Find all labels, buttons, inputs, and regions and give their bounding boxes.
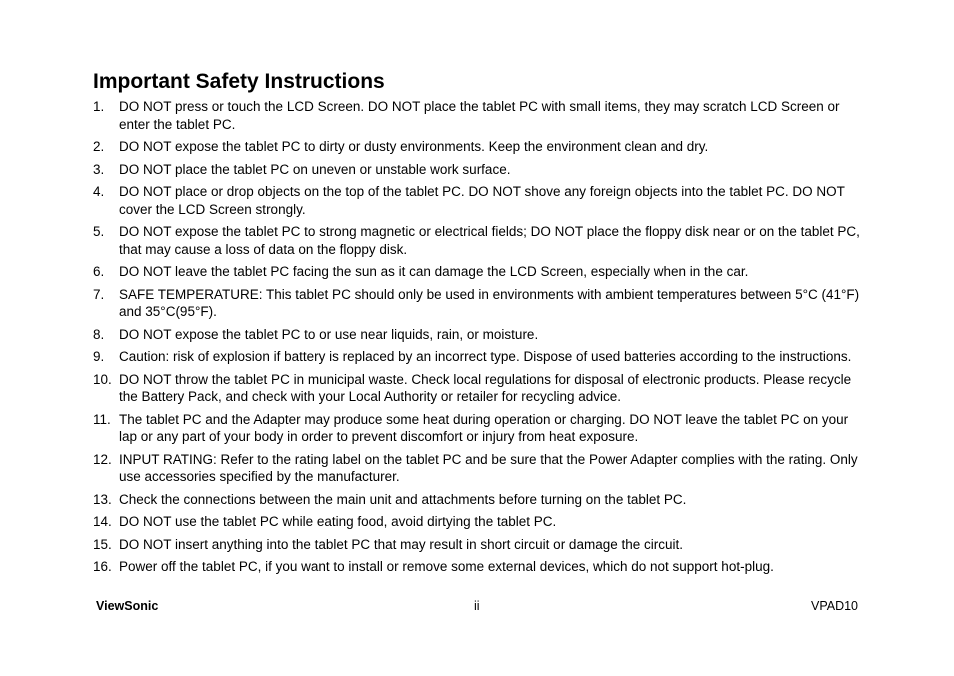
item-text: Caution: risk of explosion if battery is replaced by an incorrect type. Dispose of used batteries according to the instructions. bbox=[119, 349, 852, 364]
footer-brand: ViewSonic bbox=[96, 599, 159, 613]
list-item bbox=[93, 513, 865, 531]
item-text: DO NOT insert anything into the tablet PC that may result in short circuit or damage the circuit. bbox=[119, 536, 683, 552]
item-text: DO NOT throw the tablet PC in municipal waste. Check local regulations for disposal of electronic products. Please recycle the Battery Pack, and check with your Local Authority or retailer for recycling advice. bbox=[119, 371, 852, 404]
list-item bbox=[93, 451, 865, 486]
item-number: 1. bbox=[93, 99, 105, 114]
item-text: Check the connections between the main unit and attachments before turning on the tablet PC. bbox=[119, 491, 687, 507]
item-number: 16. bbox=[93, 559, 112, 574]
item-text: SAFE TEMPERATURE: This tablet PC should only be used in environments with ambient temperatures between 5°C (41°F) and 35°C(95°F). bbox=[119, 286, 860, 319]
list-item bbox=[93, 223, 865, 258]
list-item bbox=[93, 183, 865, 218]
item-number: 9. bbox=[93, 349, 105, 364]
list-item bbox=[93, 558, 865, 576]
item-number: 4. bbox=[93, 184, 105, 199]
list-item bbox=[93, 348, 865, 366]
item-text: DO NOT press or touch the LCD Screen. DO NOT place the tablet PC with small items, they may scratch LCD Screen or enter the tablet PC. bbox=[119, 99, 840, 132]
item-text: DO NOT leave the tablet PC facing the sun as it can damage the LCD Screen, especially when in the car. bbox=[119, 264, 749, 279]
item-text: INPUT RATING: Refer to the rating label on the tablet PC and be sure that the Power Adapter complies with the rating. Only use accessories specified by the manufacturer. bbox=[119, 451, 858, 484]
list-item bbox=[93, 138, 865, 156]
item-number: 3. bbox=[93, 161, 105, 177]
list-item bbox=[93, 536, 865, 554]
list-item bbox=[93, 98, 865, 133]
item-text: DO NOT place or drop objects on the top of the tablet PC. DO NOT shove any foreign objects into the tablet PC. DO NOT cover the LCD Screen strongly. bbox=[119, 184, 845, 217]
footer-model: VPAD10 bbox=[810, 599, 858, 613]
list-item bbox=[93, 263, 865, 281]
footer-page-number: ii bbox=[474, 599, 480, 613]
list-item bbox=[93, 286, 865, 321]
safety-instructions-list bbox=[93, 98, 865, 581]
item-text: DO NOT expose the tablet PC to or use near liquids, rain, or moisture. bbox=[119, 326, 539, 342]
item-number: 12. bbox=[93, 451, 112, 467]
list-item bbox=[93, 491, 865, 509]
item-text: The tablet PC and the Adapter may produce some heat during operation or charging. DO NOT leave the tablet PC on your lap or any part of your body in order to prevent discomfort or injury from heat exposure. bbox=[119, 411, 849, 444]
item-number: 10. bbox=[93, 371, 112, 387]
item-number: 5. bbox=[93, 224, 105, 239]
item-number: 14. bbox=[93, 514, 112, 529]
item-number: 8. bbox=[93, 326, 105, 342]
list-item bbox=[93, 326, 865, 344]
item-text: Power off the tablet PC, if you want to install or remove some external devices, which do not support hot-plug. bbox=[119, 559, 774, 574]
list-item bbox=[93, 411, 865, 446]
item-number: 2. bbox=[93, 139, 105, 154]
item-number: 13. bbox=[93, 491, 112, 507]
page-title: Important Safety Instructions bbox=[93, 70, 385, 93]
list-item bbox=[93, 371, 865, 406]
item-number: 15. bbox=[93, 536, 112, 552]
item-number: 11. bbox=[93, 411, 111, 427]
list-item bbox=[93, 161, 865, 179]
item-text: DO NOT place the tablet PC on uneven or unstable work surface. bbox=[119, 161, 511, 177]
item-number: 6. bbox=[93, 264, 105, 279]
item-text: DO NOT expose the tablet PC to strong magnetic or electrical fields; DO NOT place the floppy disk near or on the tablet PC, that may cause a loss of data on the floppy disk. bbox=[119, 224, 860, 257]
item-number: 7. bbox=[93, 286, 105, 302]
item-text: DO NOT expose the tablet PC to dirty or dusty environments. Keep the environment clean and dry. bbox=[119, 139, 709, 154]
item-text: DO NOT use the tablet PC while eating food, avoid dirtying the tablet PC. bbox=[119, 514, 557, 529]
